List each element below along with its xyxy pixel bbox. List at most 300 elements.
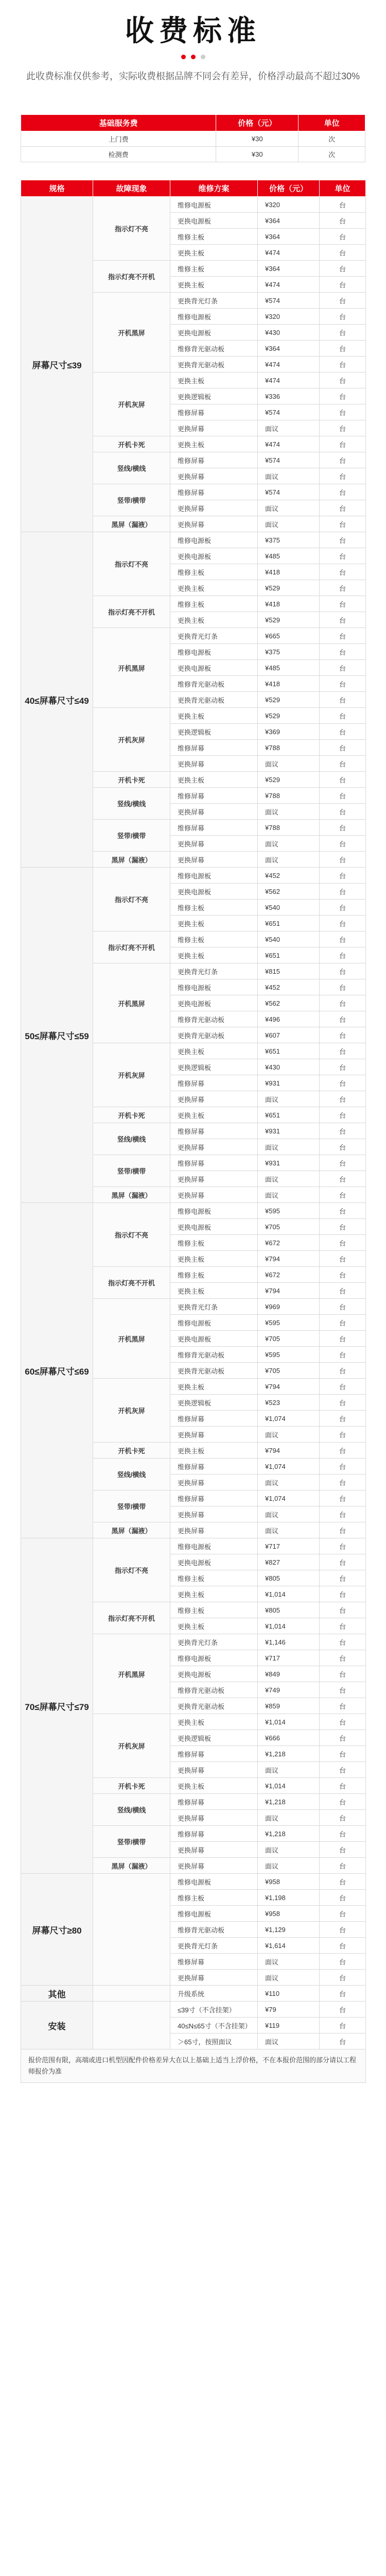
- plan-cell: 维修电源板: [170, 979, 258, 995]
- fault-cell: 指示灯不亮: [93, 197, 170, 261]
- plan-cell: 维修屏幕: [170, 484, 258, 500]
- unit-cell: 台: [320, 1858, 366, 1874]
- price-cell: ¥672: [258, 1267, 320, 1283]
- unit-cell: 台: [320, 1570, 366, 1586]
- price-cell: ¥705: [258, 1363, 320, 1379]
- unit-cell: 台: [320, 884, 366, 900]
- base-fee-item: 上门费: [21, 131, 216, 147]
- repair-price-table: [21, 180, 366, 2083]
- plan-cell: 更换电源板: [170, 548, 258, 564]
- unit-cell: 台: [320, 580, 366, 596]
- price-cell: ¥336: [258, 388, 320, 404]
- plan-cell: 更换主板: [170, 1107, 258, 1123]
- unit-cell: 台: [320, 1554, 366, 1570]
- unit-cell: 台: [320, 1155, 366, 1171]
- fault-cell: 竖带/横带: [93, 820, 170, 852]
- unit-cell: 台: [320, 1778, 366, 1794]
- plan-cell: 维修屏幕: [170, 1794, 258, 1810]
- price-cell: ¥562: [258, 995, 320, 1011]
- spec-cell: 屏幕尺寸≥80: [21, 1874, 93, 1986]
- base-fee-col-price: 价格（元）: [216, 115, 299, 131]
- price-cell: ¥1,074: [258, 1411, 320, 1427]
- price-cell: ¥562: [258, 884, 320, 900]
- fault-cell: 指示灯亮不开机: [93, 596, 170, 628]
- unit-cell: 台: [320, 341, 366, 357]
- unit-cell: 台: [320, 1922, 366, 1938]
- price-cell: ¥651: [258, 1107, 320, 1123]
- unit-cell: 台: [320, 293, 366, 309]
- price-cell: ¥788: [258, 820, 320, 836]
- plan-cell: 维修主板: [170, 900, 258, 916]
- price-cell: ¥485: [258, 548, 320, 564]
- price-row: [21, 197, 366, 213]
- fault-cell: 开机黑屏: [93, 628, 170, 708]
- spec-cell: 70≤屏幕尺寸≤79: [21, 1538, 93, 1874]
- col-unit: 单位: [320, 180, 366, 197]
- price-cell: 面议: [258, 1842, 320, 1858]
- spec-cell: 40≤屏幕尺寸≤49: [21, 532, 93, 868]
- spec-cell: 50≤屏幕尺寸≤59: [21, 868, 93, 1203]
- unit-cell: 台: [320, 931, 366, 947]
- fault-cell: 开机黑屏: [93, 293, 170, 372]
- plan-cell: 维修背光驱动板: [170, 676, 258, 692]
- unit-cell: 台: [320, 596, 366, 612]
- price-cell: ¥666: [258, 1730, 320, 1746]
- price-row: [21, 2002, 366, 2018]
- plan-cell: 维修屏幕: [170, 404, 258, 420]
- unit-cell: 台: [320, 1682, 366, 1698]
- plan-cell: 更换逻辑板: [170, 1059, 258, 1075]
- unit-cell: 台: [320, 708, 366, 724]
- price-cell: ¥1,218: [258, 1746, 320, 1762]
- fault-cell: 竖线/横线: [93, 1459, 170, 1490]
- base-fee-item: 检测费: [21, 147, 216, 162]
- col-spec: 规格: [21, 180, 93, 197]
- price-cell: 面议: [258, 468, 320, 484]
- fault-cell: 开机灰屏: [93, 1379, 170, 1443]
- fault-cell: 指示灯不亮: [93, 1203, 170, 1267]
- plan-cell: 维修电源板: [170, 1315, 258, 1331]
- price-cell: 面议: [258, 1970, 320, 1986]
- plan-cell: 维修背光驱动板: [170, 1347, 258, 1363]
- price-cell: ¥717: [258, 1538, 320, 1554]
- unit-cell: 台: [320, 628, 366, 644]
- fault-cell: 黑屏（漏液）: [93, 1187, 170, 1203]
- unit-cell: 台: [320, 372, 366, 388]
- price-cell: ¥496: [258, 1011, 320, 1027]
- unit-cell: 台: [320, 947, 366, 963]
- price-cell: ¥529: [258, 708, 320, 724]
- fault-cell: 开机黑屏: [93, 1634, 170, 1714]
- plan-cell: 维修电源板: [170, 532, 258, 548]
- unit-cell: 台: [320, 325, 366, 341]
- price-cell: ¥705: [258, 1219, 320, 1235]
- base-fee-price: ¥30: [216, 147, 299, 162]
- plan-cell: 更换电源板: [170, 1554, 258, 1570]
- plan-cell: 维修电源板: [170, 644, 258, 660]
- plan-cell: 更换屏幕: [170, 1475, 258, 1490]
- plan-cell: 维修屏幕: [170, 1411, 258, 1427]
- base-fee-col-item: 基础服务费: [21, 115, 216, 131]
- price-cell: ¥805: [258, 1602, 320, 1618]
- fault-cell: 开机灰屏: [93, 372, 170, 436]
- unit-cell: 台: [320, 1091, 366, 1107]
- price-cell: ¥595: [258, 1315, 320, 1331]
- plan-cell: 更换背光灯条: [170, 628, 258, 644]
- unit-cell: 台: [320, 963, 366, 979]
- price-cell: ¥369: [258, 724, 320, 740]
- price-cell: 面议: [258, 1954, 320, 1970]
- plan-cell: 更换屏幕: [170, 1171, 258, 1187]
- price-cell: ¥931: [258, 1123, 320, 1139]
- price-cell: ¥788: [258, 740, 320, 756]
- fault-cell: 开机灰屏: [93, 1043, 170, 1107]
- price-cell: ¥540: [258, 900, 320, 916]
- price-cell: 面议: [258, 1810, 320, 1826]
- unit-cell: 台: [320, 916, 366, 931]
- price-cell: ¥1,014: [258, 1618, 320, 1634]
- plan-cell: 更换主板: [170, 580, 258, 596]
- unit-cell: 台: [320, 1506, 366, 1522]
- price-cell: ¥364: [258, 261, 320, 277]
- note-row: [21, 2049, 366, 2083]
- fault-cell: 指示灯亮不开机: [93, 1267, 170, 1299]
- price-cell: ¥474: [258, 245, 320, 261]
- unit-cell: 台: [320, 676, 366, 692]
- unit-cell: 台: [320, 548, 366, 564]
- unit-cell: 台: [320, 500, 366, 516]
- plan-cell: 维修屏幕: [170, 1746, 258, 1762]
- plan-cell: 维修主板: [170, 1602, 258, 1618]
- plan-cell: 更换屏幕: [170, 1522, 258, 1538]
- price-cell: ¥749: [258, 1682, 320, 1698]
- plan-cell: 维修电源板: [170, 1906, 258, 1922]
- unit-cell: 台: [320, 1347, 366, 1363]
- plan-cell: 更换背光灯条: [170, 1938, 258, 1954]
- unit-cell: 台: [320, 2018, 366, 2033]
- plan-cell: 更换电源板: [170, 1666, 258, 1682]
- price-cell: ¥958: [258, 1874, 320, 1890]
- fault-cell: 指示灯亮不开机: [93, 1602, 170, 1634]
- price-cell: ¥859: [258, 1698, 320, 1714]
- price-cell: ¥788: [258, 788, 320, 804]
- plan-cell: 维修屏幕: [170, 1954, 258, 1970]
- unit-cell: 台: [320, 756, 366, 772]
- decor-dot: [181, 55, 186, 59]
- price-cell: ¥474: [258, 277, 320, 293]
- page-title: 收费标准: [125, 14, 261, 47]
- plan-cell: 更换屏幕: [170, 836, 258, 852]
- fault-cell: 指示灯亮不开机: [93, 931, 170, 963]
- unit-cell: 台: [320, 1618, 366, 1634]
- plan-cell: 更换电源板: [170, 1219, 258, 1235]
- price-cell: ¥651: [258, 1043, 320, 1059]
- plan-cell: 40≤N≤65寸（不含挂架）: [170, 2018, 258, 2033]
- price-cell: ¥529: [258, 692, 320, 708]
- fault-cell: 竖线/横线: [93, 452, 170, 484]
- price-cell: ¥474: [258, 372, 320, 388]
- price-cell: 面议: [258, 836, 320, 852]
- price-cell: ¥607: [258, 1027, 320, 1043]
- price-cell: ¥110: [258, 1986, 320, 2002]
- unit-cell: 台: [320, 1954, 366, 1970]
- plan-cell: 更换背光灯条: [170, 1634, 258, 1650]
- plan-cell: 维修电源板: [170, 1650, 258, 1666]
- price-row: [21, 1874, 366, 1890]
- plan-cell: 更换主板: [170, 1283, 258, 1299]
- price-cell: 面议: [258, 500, 320, 516]
- unit-cell: 台: [320, 1475, 366, 1490]
- price-cell: ¥794: [258, 1443, 320, 1459]
- plan-cell: 维修背光驱动板: [170, 341, 258, 357]
- price-cell: ¥1,218: [258, 1794, 320, 1810]
- plan-cell: 更换主板: [170, 708, 258, 724]
- plan-cell: 更换屏幕: [170, 1506, 258, 1522]
- unit-cell: 台: [320, 820, 366, 836]
- price-cell: ¥452: [258, 868, 320, 884]
- unit-cell: 台: [320, 1634, 366, 1650]
- plan-cell: 更换屏幕: [170, 1427, 258, 1443]
- fault-cell: 开机卡死: [93, 1443, 170, 1459]
- plan-cell: 更换主板: [170, 916, 258, 931]
- price-cell: 面议: [258, 1858, 320, 1874]
- unit-cell: 台: [320, 1363, 366, 1379]
- spec-cell: 60≤屏幕尺寸≤69: [21, 1203, 93, 1538]
- unit-cell: 台: [320, 420, 366, 436]
- unit-cell: 台: [320, 245, 366, 261]
- intro-text: 此收费标准仅供参考，实际收费根据品牌不同会有差异，价格浮动最高不超过30%: [26, 71, 360, 81]
- plan-cell: 更换主板: [170, 372, 258, 388]
- fault-cell: 开机卡死: [93, 772, 170, 788]
- price-cell: ¥574: [258, 293, 320, 309]
- fault-cell: 指示灯不亮: [93, 1538, 170, 1602]
- spec-cell: 其他: [21, 1986, 93, 2002]
- plan-cell: 更换屏幕: [170, 1858, 258, 1874]
- unit-cell: 台: [320, 452, 366, 468]
- unit-cell: 台: [320, 1986, 366, 2002]
- plan-cell: 更换主板: [170, 1379, 258, 1395]
- plan-cell: 维修电源板: [170, 1538, 258, 1554]
- plan-cell: 更换屏幕: [170, 1762, 258, 1778]
- plan-cell: 维修主板: [170, 564, 258, 580]
- price-cell: ¥364: [258, 341, 320, 357]
- unit-cell: 台: [320, 1283, 366, 1299]
- price-cell: ¥529: [258, 612, 320, 628]
- plan-cell: 更换屏幕: [170, 1970, 258, 1986]
- price-cell: ¥665: [258, 628, 320, 644]
- fault-cell: 开机灰屏: [93, 1714, 170, 1778]
- price-cell: ¥430: [258, 1059, 320, 1075]
- price-cell: 面议: [258, 756, 320, 772]
- fault-cell: 竖带/横带: [93, 1490, 170, 1522]
- plan-cell: 更换背光驱动板: [170, 357, 258, 372]
- unit-cell: 台: [320, 1059, 366, 1075]
- plan-cell: 维修电源板: [170, 868, 258, 884]
- plan-cell: 维修背光驱动板: [170, 1922, 258, 1938]
- plan-cell: 更换逻辑板: [170, 1395, 258, 1411]
- fault-cell: [93, 1874, 170, 1986]
- unit-cell: 台: [320, 1251, 366, 1267]
- price-cell: ¥320: [258, 197, 320, 213]
- plan-cell: 维修屏幕: [170, 740, 258, 756]
- unit-cell: 台: [320, 516, 366, 532]
- price-cell: ¥1,014: [258, 1778, 320, 1794]
- plan-cell: 维修背光驱动板: [170, 1682, 258, 1698]
- price-cell: ¥430: [258, 325, 320, 341]
- unit-cell: 台: [320, 1538, 366, 1554]
- unit-cell: 台: [320, 2002, 366, 2018]
- plan-cell: 升级系统: [170, 1986, 258, 2002]
- base-fee-row: [21, 131, 365, 147]
- unit-cell: 台: [320, 1139, 366, 1155]
- fault-cell: 黑屏（漏液）: [93, 1522, 170, 1538]
- price-cell: 面议: [258, 1427, 320, 1443]
- unit-cell: 台: [320, 1299, 366, 1315]
- fault-cell: 指示灯不亮: [93, 532, 170, 596]
- plan-cell: 更换逻辑板: [170, 1730, 258, 1746]
- price-cell: ¥672: [258, 1235, 320, 1251]
- price-cell: ¥1,074: [258, 1459, 320, 1475]
- unit-cell: 台: [320, 692, 366, 708]
- unit-cell: 台: [320, 261, 366, 277]
- plan-cell: 维修主板: [170, 1235, 258, 1251]
- spec-cell: 屏幕尺寸≤39: [21, 197, 93, 532]
- unit-cell: 台: [320, 1826, 366, 1842]
- unit-cell: 台: [320, 388, 366, 404]
- base-fee-unit: 次: [299, 131, 365, 147]
- plan-cell: 更换主板: [170, 947, 258, 963]
- plan-cell: 更换主板: [170, 245, 258, 261]
- plan-cell: 更换背光驱动板: [170, 692, 258, 708]
- price-cell: 面议: [258, 1187, 320, 1203]
- price-cell: 面议: [258, 804, 320, 820]
- unit-cell: 台: [320, 1235, 366, 1251]
- unit-cell: 台: [320, 1315, 366, 1331]
- unit-cell: 台: [320, 1794, 366, 1810]
- price-cell: ¥474: [258, 436, 320, 452]
- plan-cell: 维修屏幕: [170, 1075, 258, 1091]
- plan-cell: 更换背光灯条: [170, 1299, 258, 1315]
- decor-dot: [201, 55, 205, 59]
- unit-cell: 台: [320, 772, 366, 788]
- unit-cell: 台: [320, 436, 366, 452]
- unit-cell: 台: [320, 1395, 366, 1411]
- unit-cell: 台: [320, 357, 366, 372]
- price-cell: 面议: [258, 1506, 320, 1522]
- price-cell: 面议: [258, 1171, 320, 1187]
- plan-cell: 更换电源板: [170, 995, 258, 1011]
- plan-cell: 维修主板: [170, 931, 258, 947]
- price-cell: ¥574: [258, 404, 320, 420]
- price-row: [21, 532, 366, 548]
- plan-cell: 维修电源板: [170, 1874, 258, 1890]
- price-cell: 面议: [258, 1522, 320, 1538]
- price-cell: 面议: [258, 1091, 320, 1107]
- unit-cell: 台: [320, 644, 366, 660]
- price-cell: ¥474: [258, 357, 320, 372]
- unit-cell: 台: [320, 1267, 366, 1283]
- base-fee-header-row: [21, 115, 365, 131]
- price-cell: ¥969: [258, 1299, 320, 1315]
- col-price: 价格（元）: [258, 180, 320, 197]
- price-cell: ¥485: [258, 660, 320, 676]
- unit-cell: 台: [320, 1650, 366, 1666]
- unit-cell: 台: [320, 1890, 366, 1906]
- base-fee-row: [21, 147, 365, 162]
- price-cell: ¥595: [258, 1203, 320, 1219]
- plan-cell: 更换主板: [170, 1043, 258, 1059]
- plan-cell: 维修主板: [170, 1570, 258, 1586]
- price-cell: ¥523: [258, 1395, 320, 1411]
- plan-cell: 更换背光驱动板: [170, 1027, 258, 1043]
- price-row: [21, 868, 366, 884]
- plan-cell: 维修主板: [170, 261, 258, 277]
- plan-cell: 更换主板: [170, 772, 258, 788]
- unit-cell: 台: [320, 229, 366, 245]
- unit-cell: 台: [320, 309, 366, 325]
- unit-cell: 台: [320, 852, 366, 868]
- plan-cell: 维修屏幕: [170, 788, 258, 804]
- plan-cell: 维修屏幕: [170, 1123, 258, 1139]
- price-cell: ¥375: [258, 532, 320, 548]
- fault-cell: [93, 2002, 170, 2049]
- fault-cell: 指示灯亮不开机: [93, 261, 170, 293]
- plan-cell: 更换背光驱动板: [170, 1363, 258, 1379]
- title-dots: [0, 55, 386, 59]
- unit-cell: 台: [320, 468, 366, 484]
- unit-cell: 台: [320, 1443, 366, 1459]
- unit-cell: 台: [320, 1522, 366, 1538]
- price-cell: ¥794: [258, 1379, 320, 1395]
- price-cell: ¥364: [258, 213, 320, 229]
- unit-cell: 台: [320, 1714, 366, 1730]
- unit-cell: 台: [320, 868, 366, 884]
- unit-cell: 台: [320, 532, 366, 548]
- plan-cell: 维修主板: [170, 1890, 258, 1906]
- price-cell: ¥529: [258, 580, 320, 596]
- plan-cell: 维修电源板: [170, 309, 258, 325]
- price-cell: ¥815: [258, 963, 320, 979]
- fault-cell: 开机黑屏: [93, 963, 170, 1043]
- unit-cell: 台: [320, 804, 366, 820]
- plan-cell: 维修主板: [170, 1267, 258, 1283]
- plan-cell: 更换主板: [170, 436, 258, 452]
- plan-cell: 更换屏幕: [170, 1842, 258, 1858]
- price-cell: 面议: [258, 1139, 320, 1155]
- base-fee-unit: 次: [299, 147, 365, 162]
- plan-cell: 更换屏幕: [170, 500, 258, 516]
- unit-cell: 台: [320, 979, 366, 995]
- unit-cell: 台: [320, 1459, 366, 1475]
- plan-cell: 更换背光灯条: [170, 293, 258, 309]
- price-cell: ¥79: [258, 2002, 320, 2018]
- plan-cell: 更换屏幕: [170, 756, 258, 772]
- plan-cell: 更换屏幕: [170, 1810, 258, 1826]
- price-cell: 面议: [258, 516, 320, 532]
- price-cell: ¥717: [258, 1650, 320, 1666]
- unit-cell: 台: [320, 1762, 366, 1778]
- decor-dot: [191, 55, 196, 59]
- plan-cell: 更换背光灯条: [170, 963, 258, 979]
- fault-cell: 开机黑屏: [93, 1299, 170, 1379]
- plan-cell: 更换屏幕: [170, 1139, 258, 1155]
- fault-cell: 开机卡死: [93, 1778, 170, 1794]
- unit-cell: 台: [320, 995, 366, 1011]
- unit-cell: 台: [320, 1938, 366, 1954]
- plan-cell: 更换屏幕: [170, 1091, 258, 1107]
- plan-cell: 更换逻辑板: [170, 388, 258, 404]
- unit-cell: 台: [320, 836, 366, 852]
